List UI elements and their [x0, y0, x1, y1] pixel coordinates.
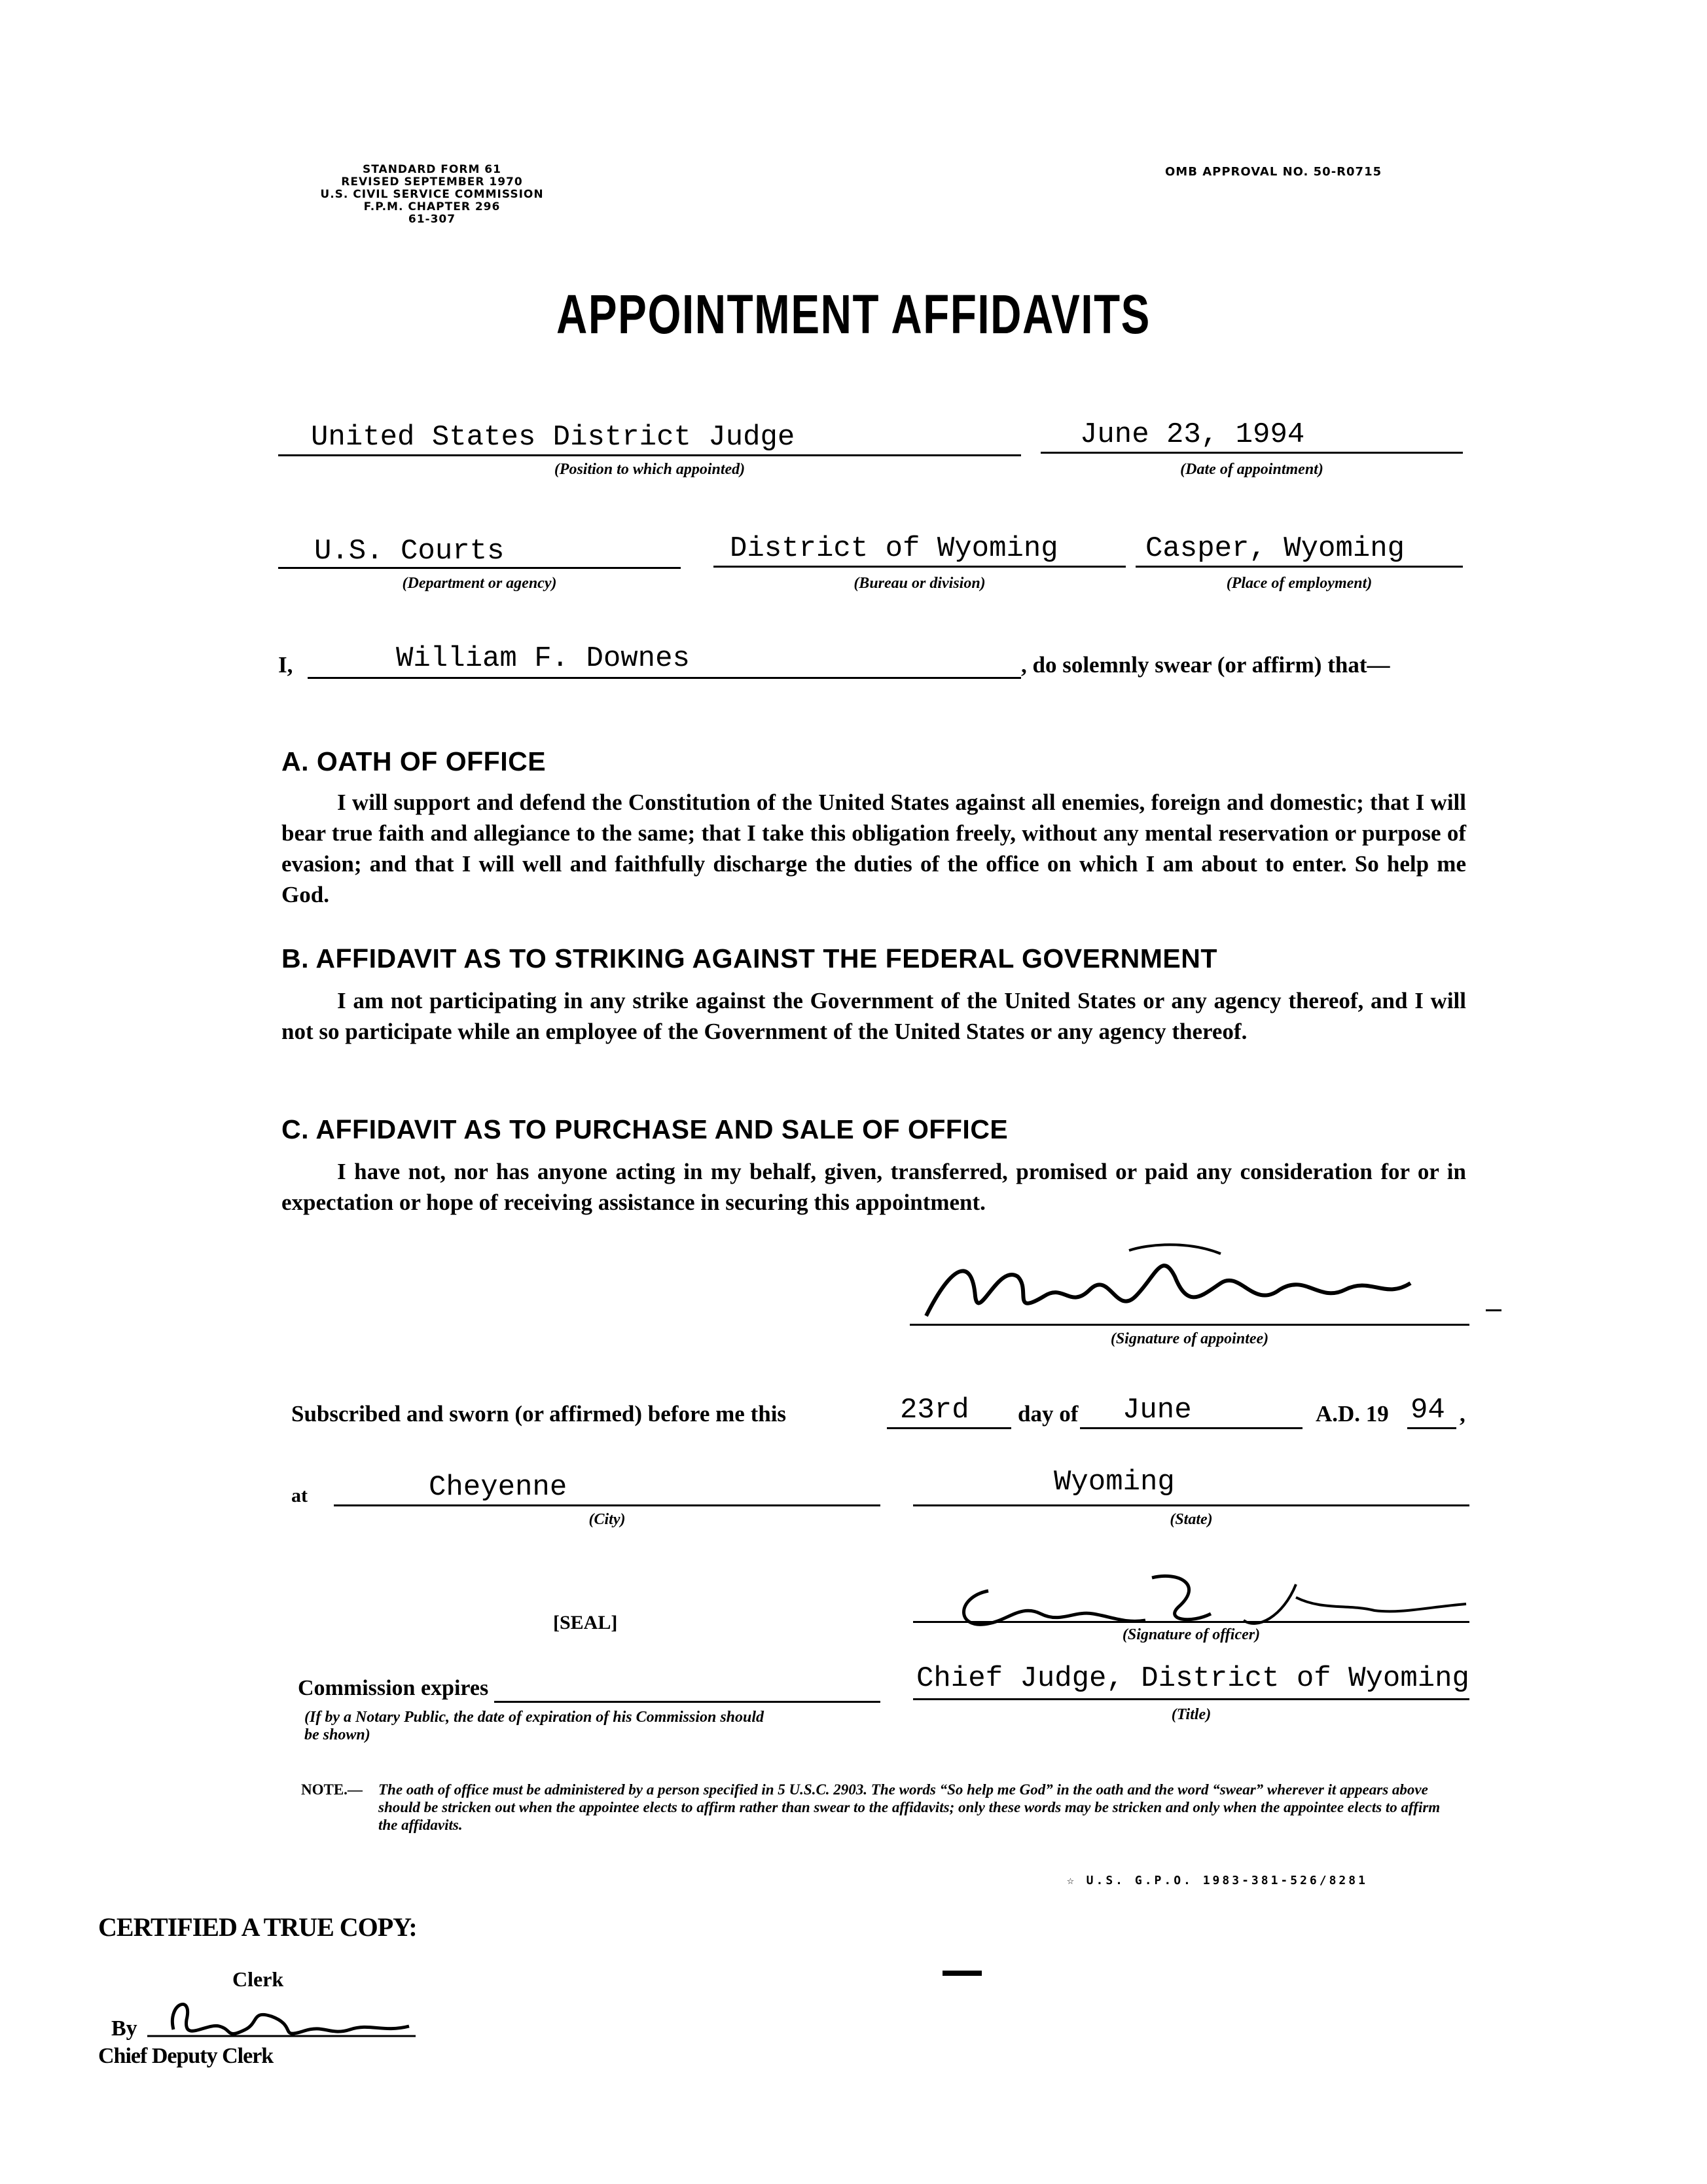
position-caption: (Position to which appointed): [554, 461, 746, 478]
date-value: June 23, 1994: [1080, 418, 1305, 451]
dash-mark: [1486, 1309, 1501, 1311]
appointee-signature-scribble: [913, 1237, 1469, 1336]
purchase-text: I have not, nor has anyone acting in my behalf, given, transferred, promised or paid any consideration for or in expectation or hope of receiving assistance in securing this appointment.: [281, 1159, 1466, 1215]
subscribed-day-of: day of: [1018, 1401, 1079, 1427]
date-caption: (Date of appointment): [1180, 461, 1323, 478]
bureau-line: [713, 566, 1126, 568]
state-caption: (State): [1170, 1511, 1213, 1528]
center-mark: [943, 1971, 982, 1976]
striking-text: I am not participating in any strike against the Government of the United States or any agency thereof, and I will not so participate while an employee of the Government of the United States or any agency thereof.: [281, 988, 1466, 1044]
department-value: U.S. Courts: [314, 535, 505, 568]
seal-label: [SEAL]: [553, 1612, 618, 1633]
form-line: U.S. CIVIL SERVICE COMMISSION: [320, 188, 544, 201]
appointee-signature-line: [910, 1324, 1469, 1326]
deputy-clerk-label: Chief Deputy Clerk: [98, 2044, 274, 2068]
note-label: NOTE.—: [301, 1781, 363, 1798]
city-caption: (City): [588, 1511, 626, 1528]
section-heading-striking: B. AFFIDAVIT AS TO STRIKING AGAINST THE FEDERAL GOVERNMENT: [281, 943, 1217, 974]
certified-heading: CERTIFIED A TRUE COPY:: [98, 1912, 417, 1942]
year-line: [1407, 1427, 1456, 1429]
subscribed-month: June: [1123, 1394, 1192, 1427]
clerk-label: Clerk: [232, 1967, 284, 1991]
date-line: [1041, 452, 1463, 454]
bureau-value: District of Wyoming: [730, 532, 1058, 565]
place-value: Casper, Wyoming: [1145, 532, 1405, 565]
page-title: APPOINTMENT AFFIDAVITS: [556, 283, 1151, 345]
note-text: The oath of office must be administered by a person specified in 5 U.S.C. 2903. The words “So help me God” in the oath and the word “swear” wherever it appears above should be stricken out when the appointee elects to affirm rather than swear to the affidavits; only these words may be stricken and only when the appointee elects to affirm the affidavits.: [378, 1781, 1441, 1833]
officer-signature-line: [913, 1621, 1469, 1623]
section-heading-purchase: C. AFFIDAVIT AS TO PURCHASE AND SALE OF OFFICE: [281, 1114, 1009, 1144]
state-value: Wyoming: [1054, 1466, 1175, 1499]
state-line: [913, 1504, 1469, 1506]
day-line: [887, 1427, 1011, 1429]
officer-signature-caption: (Signature of officer): [1122, 1626, 1261, 1643]
form-line: REVISED SEPTEMBER 1970: [341, 175, 523, 189]
bureau-caption: (Bureau or division): [854, 575, 986, 592]
city-line: [334, 1504, 880, 1506]
commission-label: Commission expires: [298, 1676, 489, 1700]
omb-approval: OMB APPROVAL NO. 50-R0715: [1165, 165, 1382, 179]
city-value: Cheyenne: [429, 1471, 567, 1504]
at-label: at: [291, 1485, 308, 1506]
oath-text: I will support and defend the Constitution of the United States against all enemies, foreign and domestic; that I will bear true faith and allegiance to the same; that I take this obligation freely, without any mental reservation or purpose of evasion; and that I will well and faithfully discharge the duties of the office on which I am about to enter. So help me God.: [281, 790, 1466, 907]
name-line: [308, 677, 1021, 679]
officer-title: Chief Judge, District of Wyoming: [916, 1662, 1469, 1695]
month-line: [1080, 1427, 1303, 1429]
appointee-name: William F. Downes: [396, 642, 690, 675]
subscribed-prefix: Subscribed and sworn (or affirmed) before me this: [291, 1401, 787, 1427]
title-caption: (Title): [1171, 1706, 1212, 1723]
place-line: [1136, 566, 1463, 568]
swear-prefix: I,: [278, 652, 293, 678]
place-caption: (Place of employment): [1226, 575, 1373, 592]
commission-line: [494, 1701, 880, 1703]
department-line: [278, 567, 681, 569]
form-line: F.P.M. CHAPTER 296: [363, 200, 501, 213]
by-label: By: [111, 2016, 137, 2041]
form-line: STANDARD FORM 61: [363, 163, 501, 176]
section-heading-oath: A. OATH OF OFFICE: [281, 746, 547, 776]
form-identifier: [275, 164, 589, 226]
subscribed-comma: ,: [1460, 1401, 1465, 1427]
commission-note: (If by a Notary Public, the date of expiration of his Commission should be shown): [304, 1709, 764, 1743]
position-value: United States District Judge: [311, 421, 795, 454]
swear-suffix: , do solemnly swear (or affirm) that—: [1021, 652, 1390, 678]
department-caption: (Department or agency): [402, 575, 557, 592]
subscribed-year: 94: [1411, 1394, 1445, 1427]
position-line: [278, 454, 1021, 456]
title-line: [913, 1698, 1469, 1700]
form-line: 61-307: [408, 213, 456, 226]
subscribed-ad: A.D. 19: [1316, 1401, 1389, 1427]
appointee-signature-caption: (Signature of appointee): [1110, 1330, 1269, 1347]
subscribed-day: 23rd: [900, 1394, 969, 1427]
gpo-imprint: ☆ U.S. G.P.O. 1983-381-526/8281: [1067, 1874, 1368, 1887]
